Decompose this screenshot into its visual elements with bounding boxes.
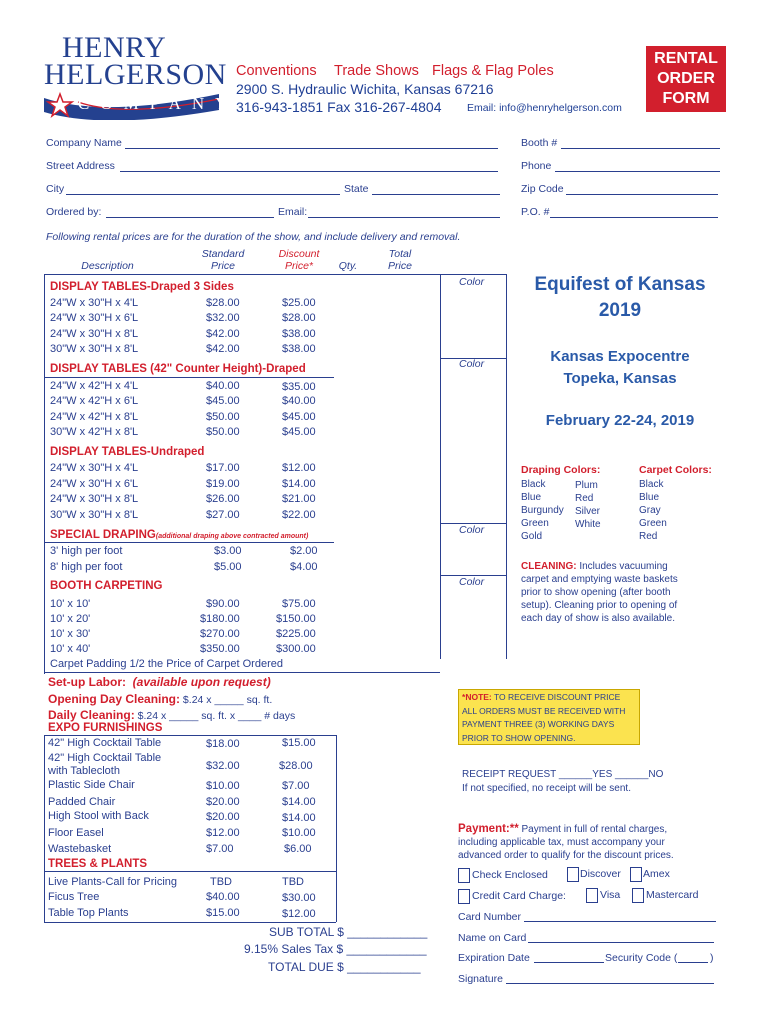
discount-price: $14.00 — [282, 478, 316, 490]
phone-field[interactable] — [555, 171, 720, 172]
color-label-4: Color — [459, 576, 485, 588]
grid-expo-top — [44, 735, 336, 736]
discount-price: $7.00 — [282, 780, 310, 792]
standard-price: $26.00 — [206, 493, 240, 505]
section-trees-title: TREES & PLANTS — [48, 858, 148, 870]
services-2: Trade Shows — [334, 63, 419, 79]
standard-price: $350.00 — [200, 643, 240, 655]
street-label: Street Address — [46, 160, 115, 172]
receipt-request[interactable]: RECEIPT REQUEST ______YES ______NO — [462, 769, 664, 780]
table-row: High Stool with Back — [48, 810, 149, 822]
security-code-close: ) — [710, 952, 714, 964]
ordered-by-field[interactable] — [106, 217, 274, 218]
rental-order-form-badge — [646, 46, 726, 112]
table-row: 42" High Cocktail Table — [48, 737, 162, 749]
table-row: Floor Easel — [48, 827, 104, 839]
services-3: Flags & Flag Poles — [432, 63, 554, 79]
table-row: 24"W x 30"H x 8'L — [50, 328, 139, 340]
discount-price: $12.00 — [282, 462, 316, 474]
discount-price: $38.00 — [282, 328, 316, 340]
badge-line-2: ORDER — [657, 70, 715, 87]
discount-price: $75.00 — [282, 598, 316, 610]
standard-price: $27.00 — [206, 509, 240, 521]
credit-card-label: Credit Card Charge: — [472, 890, 566, 902]
draping-color: Black — [521, 479, 546, 490]
check-enclosed-label: Check Enclosed — [472, 869, 548, 881]
discount-price: $30.00 — [282, 892, 316, 904]
draping-color: White — [575, 519, 601, 530]
section-draped-title: DISPLAY TABLES-Draped 3 Sides — [50, 281, 234, 293]
draping-color: Red — [575, 493, 594, 504]
note-label: NOTE: — [465, 692, 492, 702]
discover-checkbox[interactable] — [567, 867, 579, 882]
discount-price: $28.00 — [282, 312, 316, 324]
payment-line: Payment in full of rental charges, — [521, 824, 668, 835]
state-field[interactable] — [372, 194, 500, 195]
col-standard-2: Price — [211, 260, 235, 272]
table-row: 24"W x 30"H x 6'L — [50, 312, 139, 324]
table-row: Plastic Side Chair — [48, 779, 135, 791]
standard-price: $20.00 — [206, 811, 240, 823]
table-row: 24"W x 30"H x 6'L — [50, 478, 139, 490]
address: 2900 S. Hydraulic Wichita, Kansas 67216 — [236, 81, 494, 97]
table-row: 3' high per foot — [50, 545, 123, 557]
opening-cleaning-text[interactable]: $.24 x _____ sq. ft. — [180, 694, 273, 706]
receipt-note: If not specified, no receipt will be sent. — [462, 783, 631, 794]
table-row: 24"W x 30"H x 8'L — [50, 493, 139, 505]
discount-price: $10.00 — [282, 827, 316, 839]
section-undraped-title: DISPLAY TABLES-Undraped — [50, 446, 205, 458]
carpet-color: Red — [639, 531, 658, 542]
section-carpet-title: BOOTH CARPETING — [50, 580, 163, 592]
discount-price: $14.00 — [282, 796, 316, 808]
payment-label: Payment:** — [458, 823, 519, 835]
section-counter-title: DISPLAY TABLES (42" Counter Height)-Draped — [50, 363, 306, 375]
subtotal[interactable]: SUB TOTAL $ ____________ — [269, 925, 428, 939]
table-row: 24"W x 30"H x 4'L — [50, 297, 139, 309]
sales-tax[interactable]: 9.15% Sales Tax $ ____________ — [244, 942, 427, 956]
phone-label: Phone — [521, 160, 552, 172]
discount-price: TBD — [282, 876, 304, 888]
expiration-label: Expiration Date — [458, 952, 530, 964]
amex-label: Amex — [643, 868, 670, 880]
discount-price: $45.00 — [282, 426, 316, 438]
standard-price: $40.00 — [206, 891, 240, 903]
grid-trees-top — [44, 871, 336, 872]
standard-price: $7.00 — [206, 843, 234, 855]
carpet-colors-title: Carpet Colors: — [639, 464, 712, 476]
carpet-padding-note: Carpet Padding 1/2 the Price of Carpet Ordered — [50, 658, 283, 670]
table-row: 42" High Cocktail Table — [48, 752, 162, 764]
table-row: 10' x 10' — [50, 598, 91, 610]
standard-price: $15.00 — [206, 907, 240, 919]
discount-note — [458, 689, 640, 745]
table-row: Padded Chair — [48, 796, 116, 808]
visa-label: Visa — [600, 889, 621, 901]
table-row: Ficus Tree — [48, 891, 100, 903]
note-star: * — [462, 692, 466, 702]
standard-price: TBD — [210, 876, 232, 888]
discover-label: Discover — [580, 868, 621, 880]
cleaning-line: each day of show is also available. — [521, 613, 675, 624]
discount-price: $22.00 — [282, 509, 316, 521]
name-on-card-label: Name on Card — [458, 932, 527, 944]
po-field[interactable] — [550, 217, 718, 218]
grid-trees-bottom — [44, 922, 336, 923]
daily-cleaning-text[interactable]: $.24 x _____ sq. ft. x ____ # days — [134, 710, 296, 722]
card-number-label: Card Number — [458, 911, 522, 923]
draping-color: Plum — [575, 480, 598, 491]
section-special-title — [50, 529, 308, 541]
grid-counter-underline — [44, 377, 334, 378]
zip-field[interactable] — [566, 194, 718, 195]
note-line: PAYMENT THREE (3) WORKING DAYS — [462, 719, 615, 729]
tablecloth-note: with Tablecloth — [48, 765, 120, 777]
note-line: ALL ORDERS MUST BE RECEIVED WITH — [462, 705, 626, 716]
col-description: Description — [81, 260, 134, 272]
standard-price: $32.00 — [206, 312, 240, 324]
standard-price: $45.00 — [206, 395, 240, 407]
zip-label: Zip Code — [521, 183, 564, 195]
standard-price: $3.00 — [214, 545, 242, 557]
city-label: City — [46, 183, 65, 195]
draping-color: Burgundy — [521, 505, 564, 516]
table-row: 30"W x 42"H x 8'L — [50, 426, 139, 438]
payment-line: including applicable tax, must accompany your — [458, 837, 665, 848]
street-field[interactable] — [120, 171, 498, 172]
mastercard-checkbox[interactable] — [632, 888, 644, 903]
signature-label: Signature — [458, 973, 503, 985]
check-enclosed-checkbox[interactable] — [458, 868, 470, 883]
cleaning-line: setup). Cleaning prior to opening of — [521, 600, 678, 611]
discount-price: $28.00 — [279, 760, 313, 772]
name-on-card-field[interactable] — [528, 942, 714, 943]
draping-color: Silver — [575, 506, 601, 517]
cleaning-line: carpet and emptying waste baskets — [521, 574, 678, 585]
standard-price: $12.00 — [206, 827, 240, 839]
col-discount-2: Price* — [284, 260, 313, 272]
state-label: State — [344, 183, 369, 195]
discount-price: $150.00 — [276, 613, 316, 625]
security-code-label: Security Code ( — [605, 952, 678, 964]
card-number-field[interactable] — [524, 921, 716, 922]
email-field[interactable] — [308, 217, 500, 218]
visa-checkbox[interactable] — [586, 888, 598, 903]
discount-price: $300.00 — [276, 643, 316, 655]
col-standard — [188, 248, 258, 272]
table-row: Live Plants-Call for Pricing — [48, 876, 177, 888]
event-venue — [520, 346, 720, 390]
booth-label: Booth # — [521, 137, 558, 149]
grid-right — [506, 274, 507, 659]
carpet-color: Black — [639, 479, 664, 490]
services-1: Conventions — [236, 63, 317, 79]
expiration-field[interactable] — [534, 962, 604, 963]
standard-price: $10.00 — [206, 780, 240, 792]
booth-field[interactable] — [561, 148, 720, 149]
col-standard-1: Standard — [201, 248, 245, 260]
col-total-2: Price — [388, 260, 412, 272]
draping-colors-title: Draping Colors: — [521, 464, 601, 476]
carpet-color: Green — [639, 518, 667, 529]
email-label: Email: — [278, 206, 308, 218]
logo-company: COMPANY — [78, 94, 239, 113]
standard-price: $32.00 — [206, 760, 240, 772]
color-label-1: Color — [459, 276, 485, 288]
payment-line: advanced order to qualify for the discount prices. — [458, 850, 674, 861]
badge-line-3: FORM — [662, 90, 710, 107]
draping-colors-col2 — [575, 479, 601, 531]
note-line: TO RECEIVE DISCOUNT PRICE — [493, 692, 621, 702]
daily-cleaning-label: Daily Cleaning: — [48, 708, 135, 722]
standard-price: $90.00 — [206, 598, 240, 610]
standard-price: $19.00 — [206, 478, 240, 490]
standard-price: $5.00 — [214, 561, 242, 573]
grid-lower-right — [336, 735, 337, 922]
cleaning-line: Includes vacuuming — [579, 561, 668, 572]
standard-price: $42.00 — [206, 343, 240, 355]
table-row: 10' x 30' — [50, 628, 91, 640]
standard-price: $42.00 — [206, 328, 240, 340]
discount-price: $2.00 — [290, 545, 318, 557]
cleaning-line: prior to show opening (after booth — [521, 587, 671, 598]
discount-price: $14.00 — [282, 812, 316, 824]
company-name-label: Company Name — [46, 137, 122, 149]
carpet-color: Blue — [639, 492, 660, 503]
color-label-2: Color — [459, 358, 485, 370]
table-row: 24"W x 42"H x 6'L — [50, 395, 139, 407]
discount-price: $45.00 — [282, 411, 316, 423]
standard-price: $270.00 — [200, 628, 240, 640]
table-row: 8' high per foot — [50, 561, 123, 573]
company-name-field[interactable] — [125, 148, 498, 149]
col-total-1: Total — [388, 248, 412, 260]
standard-price: $50.00 — [206, 426, 240, 438]
setup-labor — [48, 675, 271, 689]
grid-top — [44, 274, 506, 275]
draping-colors-col1 — [521, 478, 564, 543]
discount-price: $35.00 — [282, 381, 316, 393]
carpet-color: Gray — [639, 505, 661, 516]
table-row: Table Top Plants — [48, 907, 129, 919]
draping-color: Gold — [521, 531, 543, 542]
table-row: 10' x 20' — [50, 613, 91, 625]
grid-carpet-bottom — [44, 672, 440, 673]
table-row: 30"W x 30"H x 8'L — [50, 509, 139, 521]
logo-helgerson: HELGERSON — [44, 58, 227, 91]
cleaning-info — [521, 560, 678, 625]
signature-field[interactable] — [506, 983, 714, 984]
event-name-2: 2019 — [598, 300, 642, 321]
event-name — [520, 272, 720, 324]
discount-price: $4.00 — [290, 561, 318, 573]
carpet-colors-list — [639, 478, 667, 543]
phone-fax: 316-943-1851 Fax 316-267-4804 — [236, 99, 442, 115]
table-row: 10' x 40' — [50, 643, 91, 655]
standard-price: $50.00 — [206, 411, 240, 423]
total-due[interactable]: TOTAL DUE $ ___________ — [268, 960, 421, 974]
event-venue-2: Topeka, Kansas — [563, 370, 677, 387]
intro-text: Following rental prices are for the duration of the show, and include delivery and removal. — [46, 231, 461, 243]
col-total — [370, 248, 430, 272]
badge-line-1: RENTAL — [654, 50, 718, 67]
credit-card-checkbox[interactable] — [458, 889, 470, 904]
mastercard-label: Mastercard — [646, 889, 699, 901]
discount-price: $38.00 — [282, 343, 316, 355]
grid-lower-left — [44, 735, 45, 922]
event-venue-1: Kansas Expocentre — [550, 348, 690, 365]
event-dates: February 22-24, 2019 — [545, 412, 695, 429]
discount-price: $6.00 — [284, 843, 312, 855]
setup-labor-sub: (available upon request) — [132, 675, 271, 689]
special-title-text: SPECIAL DRAPING — [50, 529, 156, 541]
draping-color: Blue — [521, 492, 542, 503]
ordered-by-label: Ordered by: — [46, 206, 102, 218]
draping-color: Green — [521, 518, 549, 529]
col-qty: Qty. — [338, 260, 358, 272]
table-row: 24"W x 42"H x 4'L — [50, 380, 139, 392]
table-row: Wastebasket — [48, 843, 112, 855]
col-discount — [264, 248, 334, 272]
table-row: 30"W x 30"H x 8'L — [50, 343, 139, 355]
email-address: Email: info@henryhelgerson.com — [467, 102, 622, 114]
payment-info — [458, 823, 674, 862]
table-row: 24"W x 42"H x 8'L — [50, 411, 139, 423]
color-label-3: Color — [459, 524, 485, 536]
security-code-field[interactable] — [678, 962, 708, 963]
po-label: P.O. # — [521, 206, 550, 218]
standard-price: $40.00 — [206, 380, 240, 392]
col-discount-1: Discount — [278, 248, 320, 260]
grid-special-underline — [44, 542, 334, 543]
discount-price: $225.00 — [276, 628, 316, 640]
discount-price: $25.00 — [282, 297, 316, 309]
special-subtitle: (additional draping above contracted amount) — [155, 533, 309, 540]
amex-checkbox[interactable] — [630, 867, 642, 882]
discount-price: $40.00 — [282, 395, 316, 407]
standard-price: $18.00 — [206, 738, 240, 750]
cleaning-label: CLEANING: — [521, 561, 577, 572]
opening-cleaning-label: Opening Day Cleaning: — [48, 692, 181, 706]
discount-price: $21.00 — [282, 493, 316, 505]
table-row: 24"W x 30"H x 4'L — [50, 462, 139, 474]
city-field[interactable] — [66, 194, 340, 195]
standard-price: $180.00 — [200, 613, 240, 625]
event-name-1: Equifest of Kansas — [534, 274, 706, 295]
standard-price: $28.00 — [206, 297, 240, 309]
discount-price: $15.00 — [282, 737, 316, 749]
note-line: PRIOR TO SHOW OPENING. — [462, 732, 576, 743]
setup-labor-title: Set-up Labor: — [48, 675, 126, 689]
section-expo-title: EXPO FURNISHINGS — [48, 722, 163, 734]
grid-color-divider — [440, 274, 441, 659]
grid-left — [44, 274, 45, 674]
standard-price: $20.00 — [206, 796, 240, 808]
logo-henry: HENRY — [62, 31, 167, 64]
discount-price: $12.00 — [282, 908, 316, 920]
standard-price: $17.00 — [206, 462, 240, 474]
